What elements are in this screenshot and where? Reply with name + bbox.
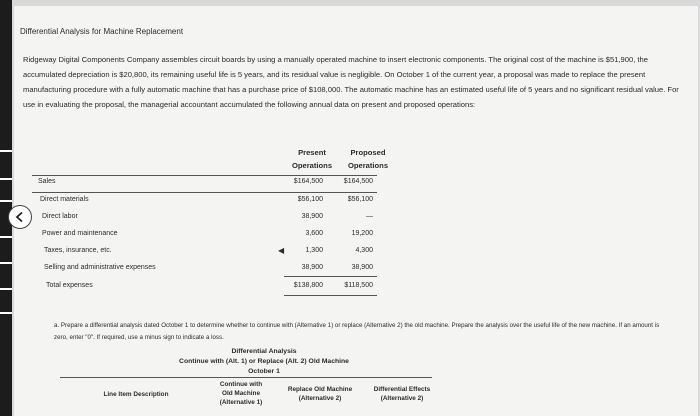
problem-intro-text: Ridgeway Digital Components Company assembles circuit boards by using a manually operated machine to insert electronic components. The original cost of the machine is $51,900, the accumulated depreciation is $20,800, its remaining useful life is 5 years, and its residual value is negligible. On October 1 of the current year, a proposal was made to replace the present manufacturing procedure with a fully automatic machine that has a purchase price of $108,000. The automatic machine has an estimated useful life of 5 years and no significant residual value. For use in evaluating the proposal, the managerial accountant accumulated the following annual data on present and proposed operations: [23, 55, 679, 109]
analysis-subtitle: Continue with (Alt. 1) or Replace (Alt. 2) Old Machine [179, 358, 349, 365]
col-alternative-1 [204, 380, 278, 407]
present-header-line1: Present [298, 148, 326, 157]
present-taxes-insurance: 1,300 [305, 247, 323, 254]
proposed-total-expenses: $118,500 [344, 282, 373, 289]
row-label-direct-labor: Direct labor [42, 213, 78, 220]
sidebar-tick [0, 150, 12, 152]
col-diff-line2: (Alternative 2) [380, 395, 424, 402]
present-total-expenses: $138,800 [293, 282, 323, 289]
present-direct-materials: $56,100 [297, 196, 323, 203]
proposed-taxes-insurance: 4,300 [355, 247, 373, 254]
chevron-left-icon [14, 211, 26, 223]
row-label-total-expenses: Total expenses [46, 282, 93, 289]
col-line-item-description: Line Item Description [103, 391, 169, 398]
table-top-rule [32, 175, 377, 176]
proposed-header-line2: Operations [347, 161, 389, 170]
sidebar-tick [0, 236, 12, 238]
proposed-header-line1: Proposed [350, 148, 386, 157]
proposed-direct-materials: $56,100 [347, 196, 373, 203]
page-title: Differential Analysis for Machine Replacement [20, 27, 184, 36]
row-label-selling-admin: Selling and administrative expenses [44, 264, 156, 271]
row-label-taxes-insurance: Taxes, insurance, etc. [44, 247, 112, 254]
present-header-line2: Operations [291, 161, 333, 170]
sidebar-tick [0, 178, 12, 180]
present-sales: $164,500 [293, 178, 323, 185]
col-alt1-line2: Old Machine [222, 390, 260, 397]
analysis-date: October 1 [248, 368, 280, 375]
back-button[interactable] [8, 205, 32, 229]
sidebar-tick [0, 200, 12, 202]
present-power-maintenance: 3,600 [305, 230, 323, 237]
analysis-header-rule [60, 377, 432, 378]
row-label-sales: Sales [38, 178, 56, 185]
row-label-direct-materials: Direct materials [40, 196, 89, 203]
proposed-power-maintenance: 19,200 [351, 230, 373, 237]
col-alt1-line3: (Alternative 1) [219, 399, 263, 406]
proposed-sales: $164,500 [343, 178, 373, 185]
question-a-text: a. Prepare a differential analysis dated October 1 to determine whether to continue with (Alternative 1) or replace (Alternative 2) the old machine. Prepare the analysis over the useful life of the new machine. If an amount is zero, enter "0". If required, use a minus sign to indicate a loss. [54, 322, 660, 341]
proposed-selling-admin: 38,900 [351, 264, 373, 271]
problem-page [14, 6, 698, 416]
col-alt2-line1: Replace Old Machine [287, 386, 353, 393]
total-double-rule [284, 295, 377, 296]
sidebar-tick [0, 262, 12, 264]
row-label-power-maintenance: Power and maintenance [42, 230, 118, 237]
col-alt2-line2: (Alternative 2) [298, 395, 342, 402]
col-alt1-line1: Continue with [219, 381, 263, 388]
row-separator [32, 192, 377, 193]
sidebar-tick [0, 288, 12, 290]
col-alternative-2 [276, 385, 364, 403]
col-differential-effects [360, 385, 444, 403]
present-selling-admin: 38,900 [301, 264, 323, 271]
sidebar-tick [0, 312, 12, 314]
mouse-cursor-icon: ◀ [278, 246, 285, 255]
proposed-direct-labor: — [366, 213, 373, 220]
present-direct-labor: 38,900 [301, 213, 323, 220]
analysis-title: Differential Analysis [231, 348, 297, 355]
total-rule [284, 276, 377, 277]
col-diff-line1: Differential Effects [373, 386, 431, 393]
